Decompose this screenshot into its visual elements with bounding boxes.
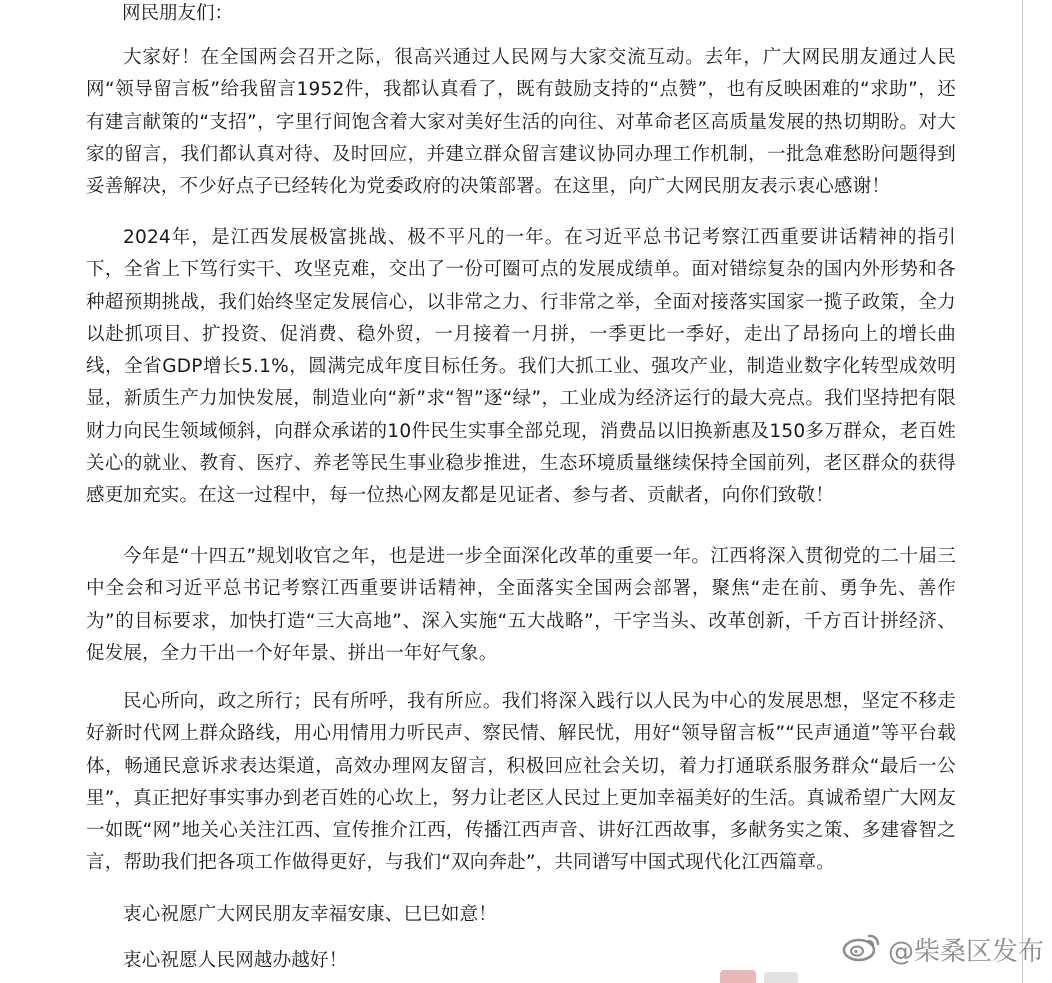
- weibo-icon: [842, 930, 882, 969]
- paragraph-text: 民心所向，政之所行；民有所呼，我有所应。我们将深入践行以人民为中心的发展思想，坚定不移走好新时代网上群众路线，用心用情用力听民声、察民情、解民忧，用好“领导留言板”“民声通道”等平台载体，畅通民意诉求表达渠道，高效办理网友留言，积极回应社会关切，着力打通联系服务群众“最后一公里”，真正把好事实事办到老百姓的心坎上，努力让老区人民过上更加幸福美好的生活。真诚希望广大网友一如既“网”地关心关注江西、宣传推介江西，传播江西声音、讲好江西故事，多献务实之策、多建睿智之言，帮助我们把各项工作做得更好，与我们“双向奔赴”，共同谱写中国式现代化江西篇章。: [86, 691, 956, 874]
- watermark: [842, 930, 1044, 969]
- paragraph-2024-review: [86, 222, 956, 513]
- paragraph-text: 今年是“十四五”规划收官之年，也是进一步全面深化改革的重要一年。江西将深入贯彻党的二十届三中全会和习近平总书记考察江西重要讲话精神，全面落实全国两会部署，聚焦“走在前、勇争先、善作为”的目标要求，加快打造“三大高地”、深入实施“五大战略”，干字当头、改革创新，千方百计拼经济、促发展，全力干出一个好年景、拼出一年好气象。: [86, 546, 956, 664]
- paragraph-text: 大家好！在全国两会召开之际，很高兴通过人民网与大家交流互动。去年，广大网民朋友通过人民网“领导留言板”给我留言1952件，我都认真看了，既有鼓励支持的“点赞”，也有反映困难的“求助”，还有建言献策的“支招”，字里行间饱含着大家对美好生活的向往、对革命老区高质量发展的热切期盼。对大家的留言，我们都认真对待、及时回应，并建立群众留言建议协同办理工作机制，一批急难愁盼问题得到妥善解决，不少好点子已经转化为党委政府的决策部署。在这里，向广大网民朋友表示衷心感谢！: [86, 47, 956, 198]
- paragraph-wish-people-net: [86, 945, 956, 977]
- paragraph-text: 衷心祝愿人民网越办越好！: [123, 950, 348, 971]
- paragraph-greeting: [86, 42, 956, 203]
- toolbar-chip[interactable]: [720, 970, 756, 983]
- paragraph-commitment: [86, 686, 956, 880]
- salutation: 网民朋友们：: [122, 3, 234, 24]
- paragraph-text: 衷心祝愿广大网民朋友幸福安康、巳巳如意！: [123, 904, 498, 925]
- right-divider: [1022, 0, 1023, 983]
- paragraph-text: 2024年，是江西发展极富挑战、极不平凡的一年。在习近平总书记考察江西重要讲话精神的指引下，全省上下笃行实干、攻坚克难，交出了一份可圈可点的发展成绩单。面对错综复杂的国内外形势和各种超预期挑战，我们始终坚定发展信心，以非常之力、行非常之举，全面对接落实国家一揽子政策，全力以赴抓项目、扩投资、促消费、稳外贸，一月接着一月拼，一季更比一季好，走出了昂扬向上的增长曲线，全省GDP增长5.1%，圆满完成年度目标任务。我们大抓工业、强攻产业，制造业数字化转型成效明显，新质生产力加快发展，制造业向“新”求“智”逐“绿”，工业成为经济运行的最大亮点。我们坚持把有限财力向民生领域倾斜，向群众承诺的10件民生实事全部兑现，消费品以旧换新惠及150多万群众，老百姓关心的就业、教育、医疗、养老等民生事业稳步推进，生态环境质量继续保持全国前列，老区群众的获得感更加充实。在这一过程中，每一位热心网友都是见证者、参与者、贡献者，向你们致敬！: [86, 227, 956, 507]
- bottom-toolbar-fragment: [720, 970, 800, 983]
- paragraph-wish-netizens: [86, 899, 956, 931]
- paragraph-this-year: [86, 541, 956, 670]
- toolbar-chip[interactable]: [764, 972, 798, 983]
- watermark-text: @柴桑区发布: [887, 937, 1044, 967]
